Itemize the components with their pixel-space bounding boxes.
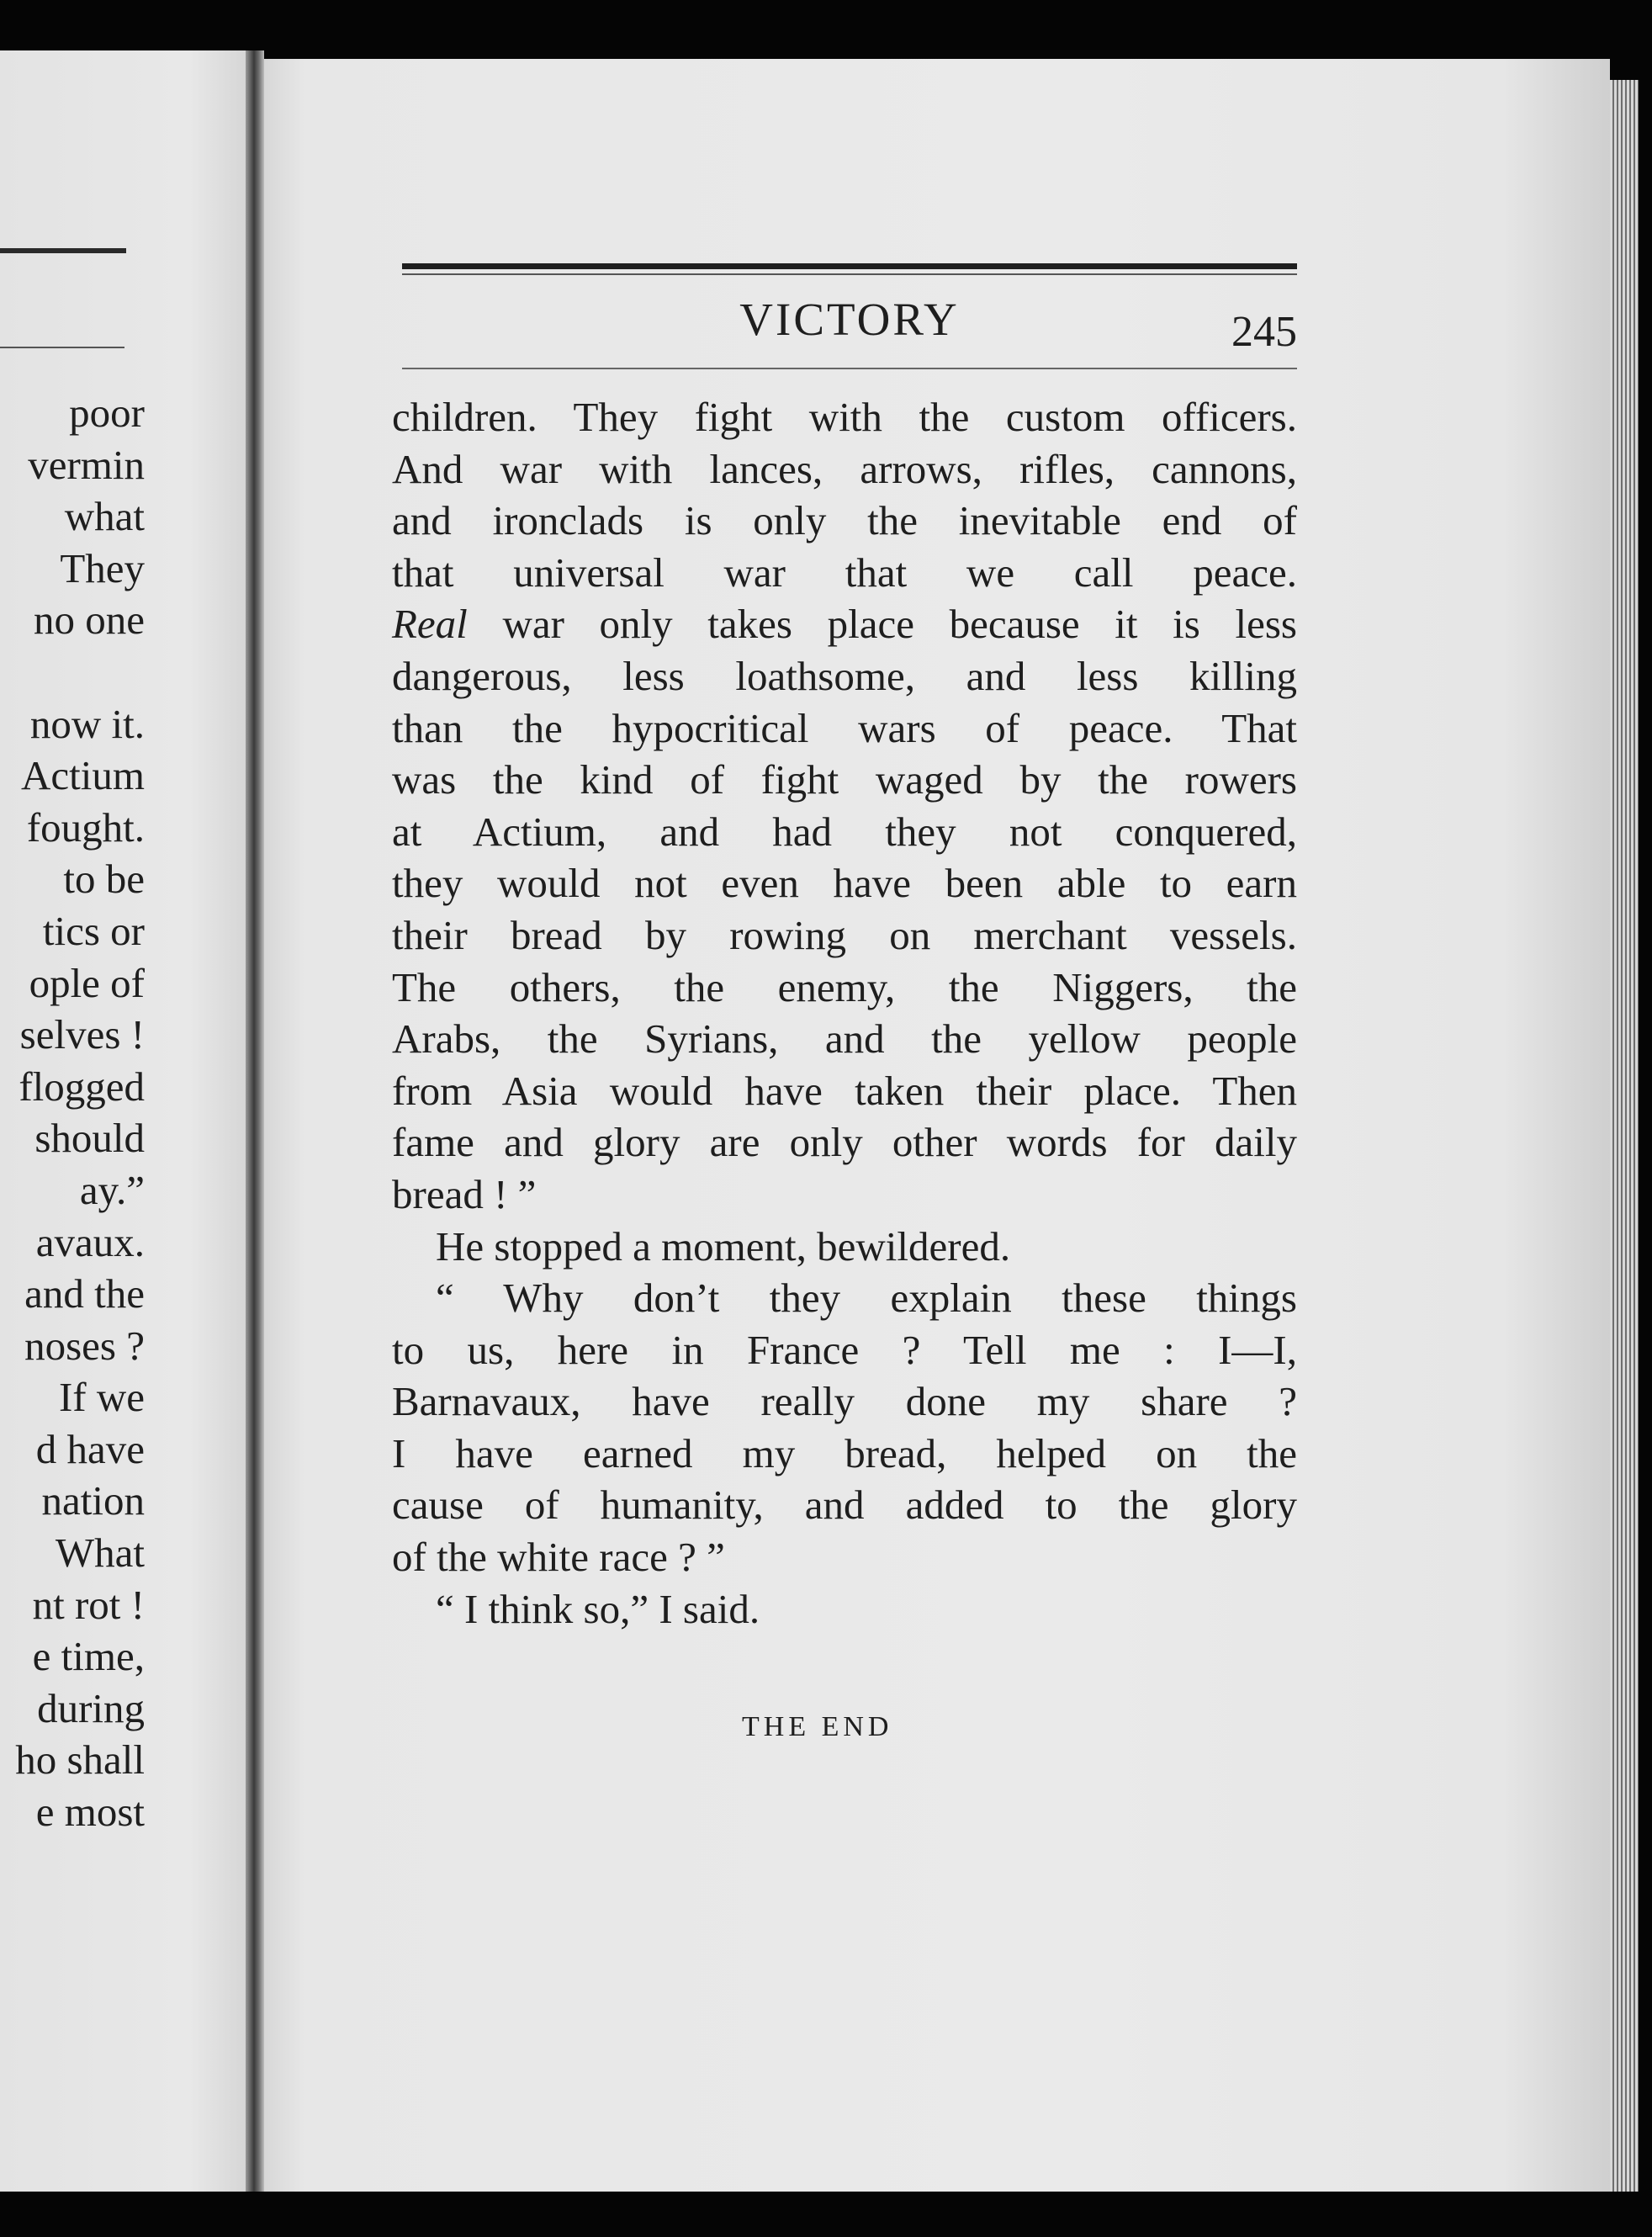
left-page-line: nt rot ! — [32, 1581, 145, 1628]
page-edges — [1610, 80, 1639, 2192]
body-line: of the white race ? ” — [392, 1534, 725, 1581]
body-line: from Asia would have taken their place. Then — [392, 1067, 1297, 1114]
body-line — [392, 598, 1297, 650]
body-line-rest: war only takes place because it is less — [502, 601, 1297, 648]
running-head-rule-bottom — [402, 368, 1297, 369]
left-page-line: Actium — [21, 752, 145, 799]
body-line: that universal war that we call peace. — [392, 549, 1297, 596]
body-text — [392, 391, 1297, 1635]
body-line: and ironclads is only the inevitable end of — [392, 497, 1297, 544]
left-page-line: They — [60, 544, 145, 591]
left-page-line: e most — [35, 1789, 145, 1836]
left-page-line: to be — [63, 856, 145, 903]
body-line: fame and glory are only other words for daily — [392, 1119, 1297, 1166]
running-head-title: VICTORY — [739, 294, 960, 345]
left-page-line: nation — [41, 1477, 145, 1524]
left-page-rule-top — [0, 248, 126, 253]
left-page-line: What — [55, 1529, 145, 1577]
left-page-line: e time, — [32, 1633, 145, 1680]
running-head-rule-top — [402, 263, 1297, 269]
body-line: Arabs, the Syrians, and the yellow people — [392, 1015, 1297, 1063]
body-line: The others, the enemy, the Niggers, the — [392, 963, 1297, 1010]
left-page-line: d have — [35, 1425, 145, 1472]
running-head-rule-top-thin — [402, 273, 1297, 275]
left-page-line: If we — [58, 1374, 145, 1421]
body-line: bread ! ” — [392, 1170, 537, 1217]
left-page-line: ay.” — [79, 1166, 145, 1213]
left-page-line: vermin — [28, 441, 145, 488]
body-line: “ I think so,” I said. — [436, 1585, 760, 1632]
left-page-line: ho shall — [15, 1736, 145, 1784]
page-number: 245 — [1231, 308, 1297, 356]
body-line: was the kind of fight waged by the rowers — [392, 756, 1297, 803]
body-line: than the hypocritical wars of peace. That — [392, 704, 1297, 751]
left-page-line: should — [34, 1115, 145, 1162]
left-page-line: what — [64, 493, 145, 540]
body-line: Barnavaux, have really done my share ? — [392, 1378, 1297, 1425]
body-line: I have earned my bread, helped on the — [392, 1429, 1297, 1476]
body-line: children. They fight with the custom officers. — [392, 394, 1297, 440]
left-page-line — [15, 646, 145, 698]
left-page-line: fought. — [26, 803, 145, 851]
the-end-label: THE END — [742, 1711, 893, 1742]
left-page-text — [15, 387, 145, 1838]
left-page-line: poor — [69, 390, 145, 436]
body-line: at Actium, and had they not conquered, — [392, 808, 1297, 855]
left-page-line: noses ? — [24, 1322, 145, 1369]
book-gutter — [246, 50, 264, 2192]
body-line: dangerous, less loathsome, and less killing — [392, 652, 1297, 699]
body-line: they would not even have been able to earn — [392, 860, 1297, 907]
left-page-line: flogged — [19, 1063, 145, 1110]
left-page-line: and the — [24, 1270, 145, 1317]
left-page-line: avaux. — [35, 1218, 145, 1265]
left-page-line: ople of — [29, 959, 145, 1006]
left-page-line: during — [37, 1684, 145, 1731]
body-line: to us, here in France ? Tell me : I—I, — [392, 1326, 1297, 1373]
body-line: cause of humanity, and added to the glory — [392, 1482, 1297, 1529]
italic-word: Real — [392, 601, 468, 648]
body-line: He stopped a moment, bewildered. — [436, 1222, 1011, 1270]
body-line: their bread by rowing on merchant vessels. — [392, 911, 1297, 958]
body-line: “ Why don’t they explain these things — [436, 1275, 1297, 1322]
left-page-line: no one — [34, 596, 145, 644]
body-line: And war with lances, arrows, rifles, cannons, — [392, 445, 1297, 492]
left-page-line: tics or — [42, 907, 145, 954]
left-page-rule-bottom — [0, 347, 124, 348]
left-page-line: now it. — [29, 700, 145, 747]
left-page-line: selves ! — [19, 1011, 145, 1058]
